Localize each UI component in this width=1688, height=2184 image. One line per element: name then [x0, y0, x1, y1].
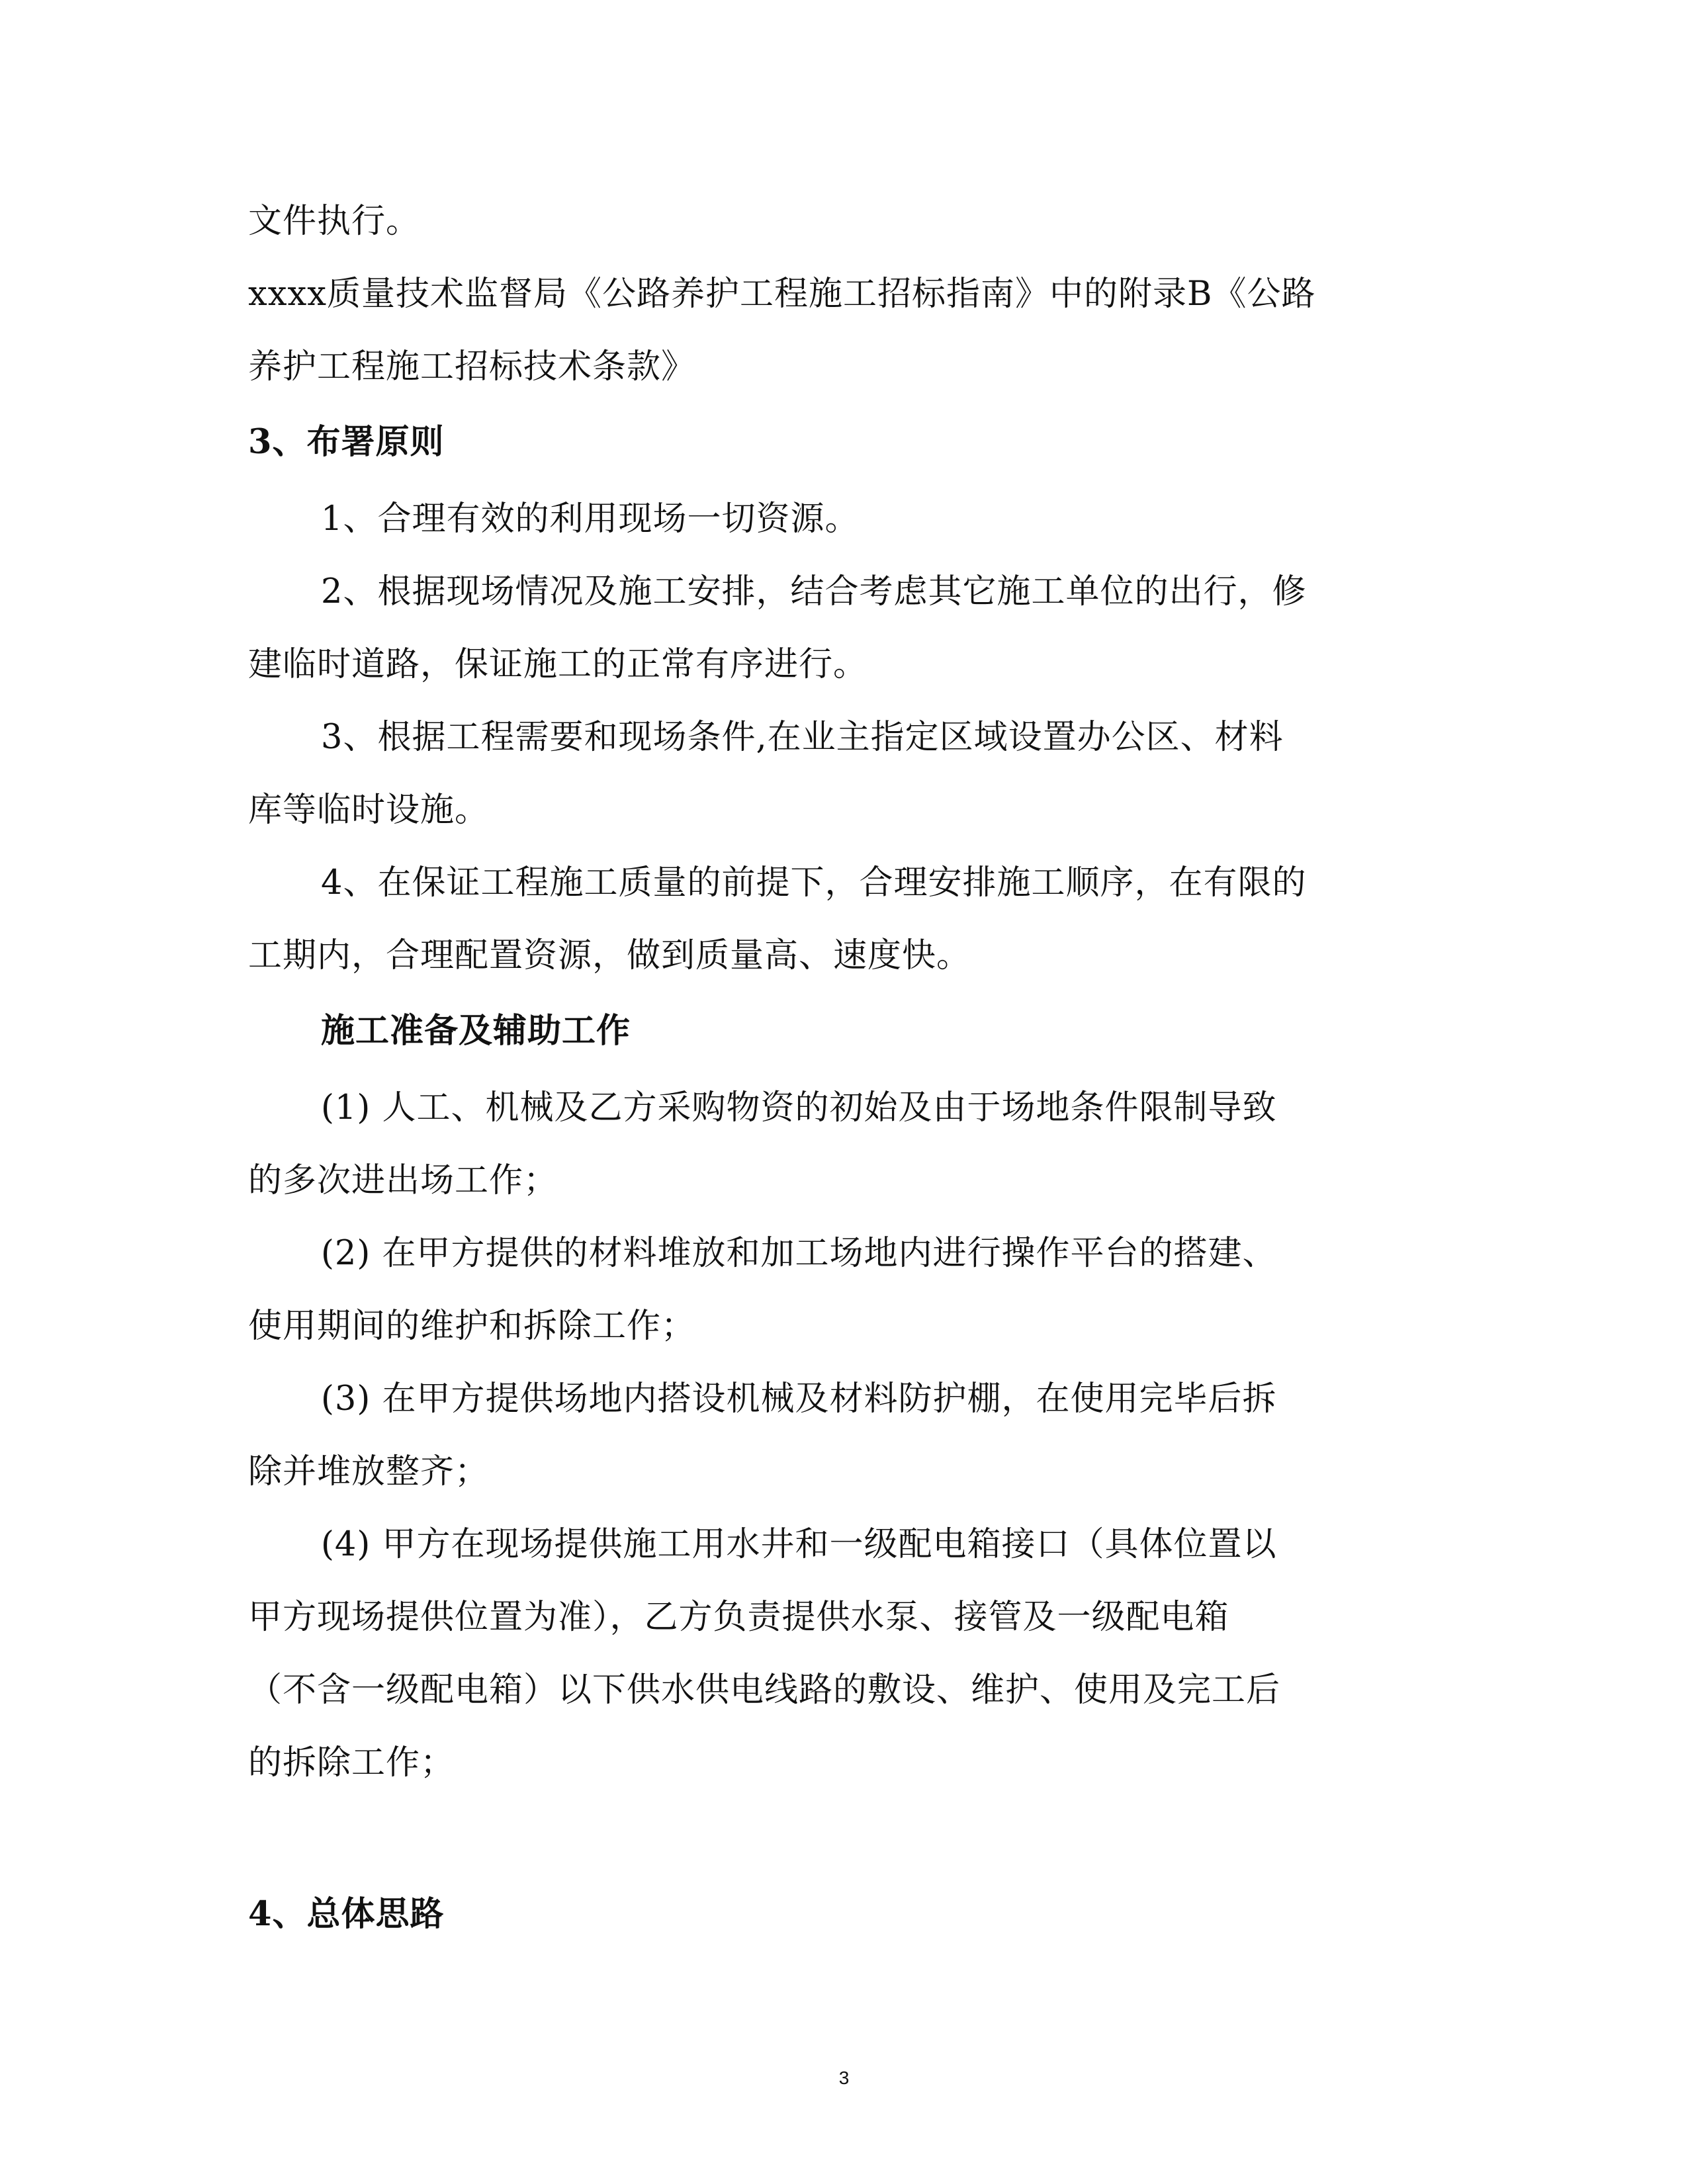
body-text-line: (1) 人工、机械及乙方采购物资的初始及由于场地条件限制导致	[321, 1088, 1277, 1127]
body-text-line: 甲方现场提供位置为准），乙方负责提供水泵、接管及一级配电箱	[248, 1598, 1229, 1637]
body-text-line: 文件执行。	[248, 202, 421, 241]
body-text-line: xxxx质量技术监督局《公路养护工程施工招标指南》中的附录B《公路	[248, 275, 1316, 314]
body-text-line: 建临时道路，保证施工的正常有序进行。	[248, 645, 868, 684]
body-text-line: (2) 在甲方提供的材料堆放和加工场地内进行操作平台的搭建、	[321, 1234, 1277, 1273]
body-text-line: 4、在保证工程施工质量的前提下，合理安排施工顺序，在有限的	[321, 863, 1307, 902]
body-text-line: 除并堆放整齐；	[248, 1452, 490, 1491]
section-heading: 3、布署原则	[248, 422, 445, 462]
body-text-line: (4) 甲方在现场提供施工用水井和一级配电箱接口（具体位置以	[321, 1525, 1277, 1564]
body-text-line: 工期内，合理配置资源，做到质量高、速度快。	[248, 936, 971, 975]
subsection-heading: 施工准备及辅助工作	[321, 1011, 631, 1051]
page-number: 3	[838, 2068, 850, 2088]
body-text-line: 的多次进出场工作；	[248, 1161, 558, 1200]
body-text-line: 1、合理有效的利用现场一切资源。	[321, 500, 860, 539]
body-text-line: 使用期间的维护和拆除工作；	[248, 1307, 696, 1346]
body-text-line: 3、根据工程需要和现场条件,在业主指定区域设置办公区、材料	[321, 718, 1284, 757]
body-text-line: 养护工程施工招标技术条款》	[248, 347, 696, 386]
body-text-line: 库等临时设施。	[248, 791, 490, 830]
body-text-line: 2、根据现场情况及施工安排，结合考虑其它施工单位的出行，修	[321, 572, 1307, 611]
body-text-line: (3) 在甲方提供场地内搭设机械及材料防护棚，在使用完毕后拆	[321, 1379, 1277, 1419]
body-text-line: 的拆除工作；	[248, 1743, 455, 1782]
section-heading: 4、总体思路	[248, 1894, 445, 1934]
body-text-line: （不含一级配电箱）以下供水供电线路的敷设、维护、使用及完工后	[248, 1671, 1281, 1710]
